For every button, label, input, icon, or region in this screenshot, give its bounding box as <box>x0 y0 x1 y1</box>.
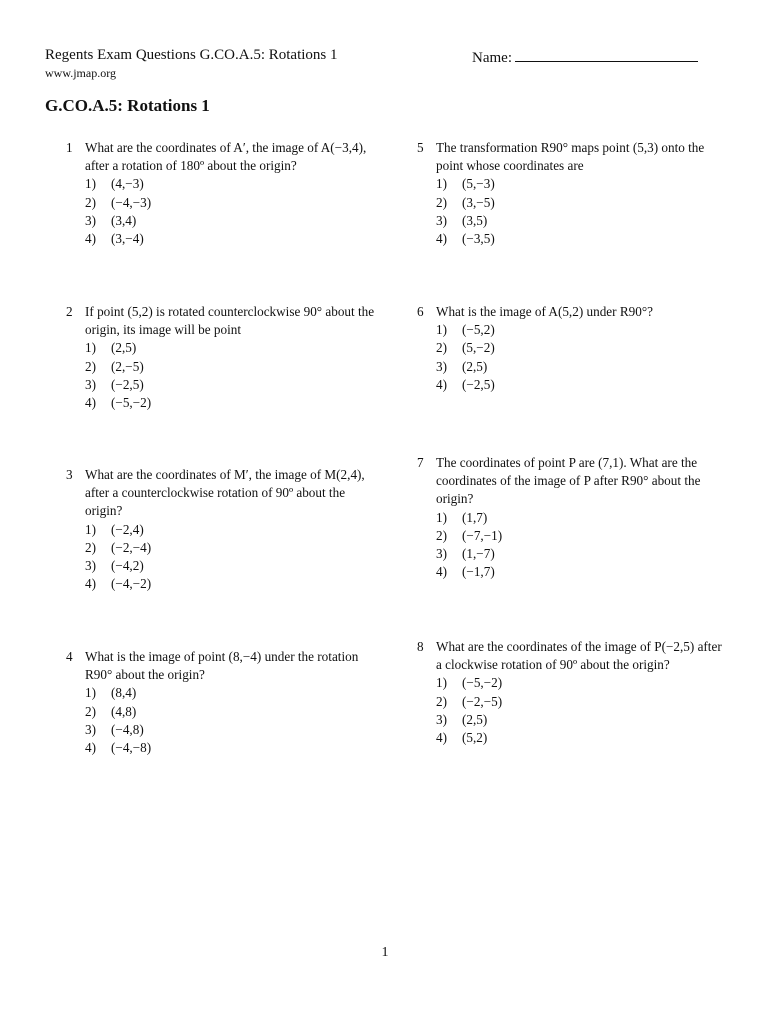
choice-text: (4,−3) <box>111 176 144 192</box>
question-2 <box>66 303 376 412</box>
choice <box>436 527 727 545</box>
choice-number: 4) <box>436 564 447 580</box>
choice-number: 3) <box>436 711 447 727</box>
question-number: 8 <box>417 639 424 654</box>
choice-text: (5,−2) <box>462 340 495 356</box>
question-number: 6 <box>417 304 424 319</box>
answer-choices <box>85 521 376 594</box>
choice-text: (−3,5) <box>462 231 495 247</box>
choice <box>85 575 376 593</box>
question-stem: What is the image of A(5,2) under R90°? <box>436 304 653 319</box>
answer-choices <box>436 321 727 394</box>
choice-text: (−2,−5) <box>462 693 503 709</box>
choice-number: 2) <box>436 340 447 356</box>
choice-number: 4) <box>85 740 96 756</box>
choice-number: 1) <box>85 685 96 701</box>
choice-number: 1) <box>436 176 447 192</box>
answer-choices <box>436 509 727 582</box>
choice-text: (−4,2) <box>111 558 144 574</box>
choice <box>85 557 376 575</box>
answer-choices <box>85 175 376 248</box>
choice-text: (−5,−2) <box>462 675 503 691</box>
choice <box>436 321 727 339</box>
choice <box>436 729 727 747</box>
choice-text: (4,8) <box>111 703 137 719</box>
question-7 <box>417 454 727 581</box>
choice-text: (−2,4) <box>111 521 144 537</box>
choice-number: 1) <box>85 340 96 356</box>
choice-text: (2,−5) <box>111 358 144 374</box>
choice <box>85 175 376 193</box>
choice-number: 3) <box>85 558 96 574</box>
choice-text: (2,5) <box>111 340 137 356</box>
choice-number: 4) <box>436 376 447 392</box>
choice-number: 2) <box>85 703 96 719</box>
choice-text: (−2,5) <box>111 376 144 392</box>
choice <box>436 693 727 711</box>
question-5 <box>417 139 727 248</box>
answer-choices <box>436 674 727 747</box>
question-4 <box>66 648 376 757</box>
choice <box>85 230 376 248</box>
choice-number: 1) <box>85 521 96 537</box>
choice <box>436 194 727 212</box>
question-3 <box>66 466 376 593</box>
choice-text: (3,−5) <box>462 194 495 210</box>
answer-choices <box>85 339 376 412</box>
choice-number: 2) <box>436 693 447 709</box>
choice-text: (−2,5) <box>462 376 495 392</box>
choice-text: (2,5) <box>462 358 488 374</box>
choice-number: 3) <box>436 212 447 228</box>
question-stem: What are the coordinates of the image of P(−2,5) after a clockwise rotation of 90º about the origin? <box>436 639 722 673</box>
choice-text: (−2,−4) <box>111 539 152 555</box>
choice-number: 2) <box>436 194 447 210</box>
question-stem: If point (5,2) is rotated counterclockwise 90° about the origin, its image will be point <box>85 304 375 338</box>
choice-number: 4) <box>436 231 447 247</box>
question-stem: The coordinates of point P are (7,1). What are the coordinates of the image of P after R90° about the origin? <box>436 455 701 507</box>
name-field <box>472 47 698 67</box>
choice-number: 2) <box>85 194 96 210</box>
choice <box>85 739 376 757</box>
choice-number: 3) <box>85 376 96 392</box>
question-number: 4 <box>66 649 73 664</box>
question-stem: What is the image of point (8,−4) under the rotation R90° about the origin? <box>85 649 359 683</box>
choice-text: (2,5) <box>462 711 488 727</box>
source-url: www.jmap.org <box>45 66 116 80</box>
question-1 <box>66 139 376 248</box>
choice-number: 1) <box>436 675 447 691</box>
choice <box>436 711 727 729</box>
choice-number: 3) <box>85 212 96 228</box>
choice <box>85 703 376 721</box>
choice-number: 4) <box>85 231 96 247</box>
choice <box>85 521 376 539</box>
choice-number: 4) <box>85 576 96 592</box>
worksheet-title: Regents Exam Questions G.CO.A.5: Rotations 1 <box>45 47 338 63</box>
choice <box>436 212 727 230</box>
question-number: 5 <box>417 140 424 155</box>
name-label: Name: <box>472 50 512 66</box>
choice-number: 1) <box>436 322 447 338</box>
choice-number: 2) <box>85 539 96 555</box>
choice-text: (−1,7) <box>462 564 495 580</box>
choice <box>436 230 727 248</box>
choice-number: 4) <box>436 730 447 746</box>
choice <box>85 358 376 376</box>
choice <box>436 175 727 193</box>
choice-number: 3) <box>85 721 96 737</box>
question-number: 2 <box>66 304 73 319</box>
choice <box>85 376 376 394</box>
choice-text: (1,7) <box>462 509 488 525</box>
question-stem: What are the coordinates of M′, the image of M(2,4), after a counterclockwise rotation of 90º about the origin? <box>85 467 365 519</box>
name-blank-line <box>515 47 698 62</box>
choice-number: 1) <box>85 176 96 192</box>
choice-number: 2) <box>85 358 96 374</box>
choice-text: (1,−7) <box>462 546 495 562</box>
choice <box>436 563 727 581</box>
choice <box>85 339 376 357</box>
choice-text: (3,4) <box>111 212 137 228</box>
choice <box>436 509 727 527</box>
choice-number: 1) <box>436 509 447 525</box>
answer-choices <box>436 175 727 248</box>
choice-text: (3,−4) <box>111 231 144 247</box>
question-number: 1 <box>66 140 73 155</box>
choice-text: (−7,−1) <box>462 527 503 543</box>
choice-text: (8,4) <box>111 685 137 701</box>
choice <box>436 674 727 692</box>
choice <box>85 721 376 739</box>
choice <box>436 545 727 563</box>
page-number: 1 <box>381 945 389 960</box>
choice <box>436 339 727 357</box>
question-stem: What are the coordinates of A′, the image of A(−3,4), after a rotation of 180º about the origin? <box>85 140 367 174</box>
answer-choices <box>85 684 376 757</box>
choice-number: 3) <box>436 546 447 562</box>
question-number: 7 <box>417 455 424 470</box>
choice <box>85 394 376 412</box>
choice <box>85 539 376 557</box>
choice-number: 2) <box>436 527 447 543</box>
choice-text: (−5,−2) <box>111 395 152 411</box>
question-6 <box>417 303 727 394</box>
question-stem: The transformation R90° maps point (5,3) onto the point whose coordinates are <box>436 140 705 174</box>
choice <box>85 212 376 230</box>
choice <box>436 376 727 394</box>
choice-text: (5,2) <box>462 730 488 746</box>
choice-text: (5,−3) <box>462 176 495 192</box>
choice <box>85 194 376 212</box>
question-8 <box>417 638 727 747</box>
question-number: 3 <box>66 467 73 482</box>
choice-text: (−4,−3) <box>111 194 152 210</box>
choice-number: 4) <box>85 395 96 411</box>
choice-text: (−4,−8) <box>111 740 152 756</box>
page-heading: G.CO.A.5: Rotations 1 <box>45 96 210 115</box>
choice-text: (3,5) <box>462 212 488 228</box>
choice-text: (−4,−2) <box>111 576 152 592</box>
choice-text: (−4,8) <box>111 721 144 737</box>
choice <box>436 358 727 376</box>
choice <box>85 684 376 702</box>
choice-text: (−5,2) <box>462 322 495 338</box>
choice-number: 3) <box>436 358 447 374</box>
